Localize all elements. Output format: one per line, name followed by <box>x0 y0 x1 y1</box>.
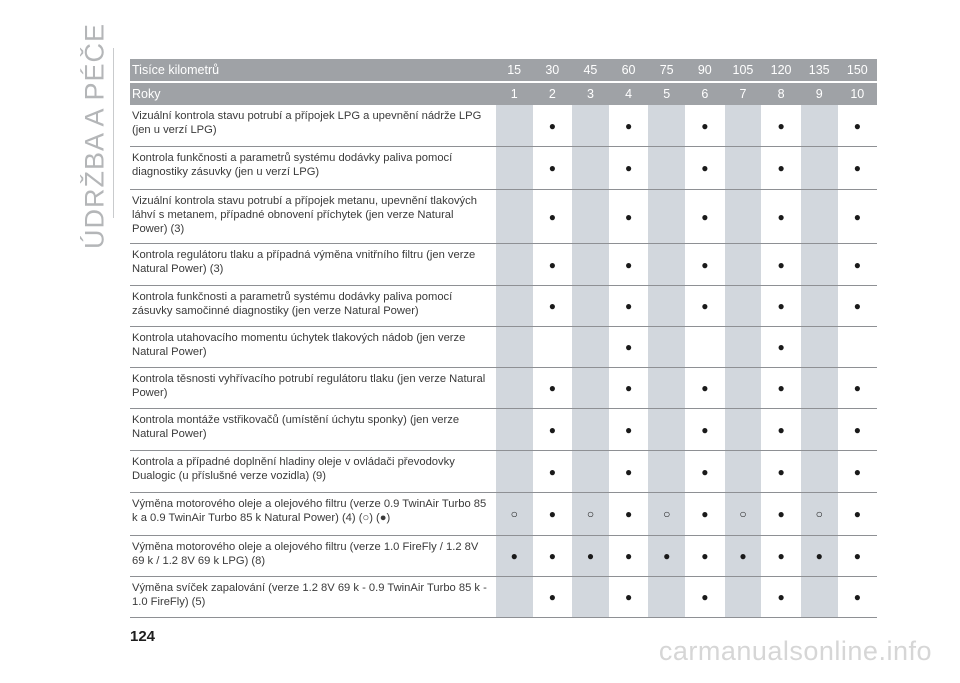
header-km-cell: 45 <box>583 63 598 77</box>
schedule-cell <box>496 409 533 450</box>
schedule-cell: ● <box>686 368 723 408</box>
schedule-cell <box>572 409 609 450</box>
operation-description: Výměna motorového oleje a olejového filtru (verze 1.0 FireFly / 1.2 8V 69 k / 1.2 8V 69 k LPG) (8) <box>132 541 479 567</box>
schedule-cell: ● <box>610 451 647 492</box>
schedule-cell: ● <box>686 286 723 326</box>
schedule-cell <box>572 244 609 285</box>
schedule-cell: ○ <box>725 493 762 535</box>
schedule-cell: ● <box>686 147 723 189</box>
schedule-cell: ● <box>801 536 838 576</box>
table-row <box>130 536 877 577</box>
header-year-cell: 2 <box>548 87 556 101</box>
schedule-cell <box>572 577 609 617</box>
table-row <box>130 105 877 147</box>
schedule-cell <box>572 105 609 146</box>
schedule-cell <box>496 577 533 617</box>
schedule-cell <box>648 286 685 326</box>
schedule-cell <box>725 244 762 285</box>
schedule-cell <box>725 451 762 492</box>
header-km-cell: 120 <box>770 63 792 77</box>
header-km-cell: 90 <box>697 63 712 77</box>
schedule-cell <box>534 327 571 367</box>
schedule-cell: ● <box>763 536 800 576</box>
header-km-cell: 150 <box>846 63 868 77</box>
schedule-cell: ● <box>763 368 800 408</box>
schedule-cell <box>572 286 609 326</box>
header-year-cell: 6 <box>701 87 709 101</box>
table-row <box>130 286 877 327</box>
table-row <box>130 493 877 536</box>
operation-description: Kontrola funkčnosti a parametrů systému dodávky paliva pomocí zásuvky samočinné diagnostiky (jen verze Natural Power) <box>132 291 453 317</box>
header-row-km <box>130 59 877 81</box>
schedule-cell: ● <box>534 147 571 189</box>
schedule-cell <box>801 409 838 450</box>
schedule-cell <box>572 451 609 492</box>
schedule-cell <box>686 327 723 367</box>
schedule-cell <box>801 577 838 617</box>
schedule-cell: ● <box>725 536 762 576</box>
schedule-cell <box>496 368 533 408</box>
schedule-cell: ● <box>763 190 800 243</box>
operation-description: Kontrola utahovacího momentu úchytek tlakových nádob (jen verze Natural Power) <box>132 332 466 358</box>
schedule-cell <box>801 368 838 408</box>
schedule-cell <box>648 327 685 367</box>
operation-description: Kontrola těsnosti vyhřívacího potrubí regulátoru tlaku (jen verze Natural Power) <box>132 373 486 399</box>
schedule-cell: ● <box>610 409 647 450</box>
table-row <box>130 327 877 368</box>
schedule-cell <box>725 147 762 189</box>
header-km-cell: 60 <box>621 63 636 77</box>
schedule-cell: ● <box>686 244 723 285</box>
header-year-cell: 7 <box>739 87 747 101</box>
schedule-cell: ● <box>534 409 571 450</box>
schedule-cell: ● <box>648 536 685 576</box>
schedule-cell: ○ <box>648 493 685 535</box>
schedule-cell <box>801 105 838 146</box>
schedule-cell <box>572 368 609 408</box>
schedule-cell: ● <box>610 147 647 189</box>
schedule-cell <box>648 147 685 189</box>
schedule-cell: ● <box>534 493 571 535</box>
schedule-cell: ● <box>534 368 571 408</box>
page-number: 124 <box>130 628 156 645</box>
schedule-cell: ● <box>686 451 723 492</box>
schedule-cell <box>839 327 876 367</box>
header-km-cell: 30 <box>545 63 560 77</box>
schedule-cell: ● <box>686 536 723 576</box>
header-year-cell: 5 <box>663 87 671 101</box>
schedule-cell: ● <box>839 409 876 450</box>
schedule-cell <box>725 286 762 326</box>
header-km-cell: 75 <box>659 63 674 77</box>
schedule-cell: ● <box>839 451 876 492</box>
section-divider <box>113 48 114 218</box>
schedule-cell: ● <box>610 190 647 243</box>
table-row <box>130 368 877 409</box>
schedule-cell: ● <box>686 493 723 535</box>
schedule-cell: ● <box>686 409 723 450</box>
schedule-cell <box>801 327 838 367</box>
header-km-cell: 105 <box>732 63 754 77</box>
header-year-cell: 3 <box>586 87 594 101</box>
schedule-cell <box>648 244 685 285</box>
section-title <box>78 22 112 250</box>
schedule-cell: ● <box>496 536 533 576</box>
operation-description: Vizuální kontrola stavu potrubí a přípojek metanu, upevnění tlakových láhví s metanem, případné obnovení příchytek (jen verze Natural Power) (3) <box>132 195 477 235</box>
schedule-cell: ● <box>839 190 876 243</box>
header-years-label: Roky <box>132 87 161 101</box>
schedule-cell <box>572 327 609 367</box>
header-year-cell: 10 <box>850 87 865 101</box>
schedule-cell <box>648 368 685 408</box>
schedule-cell <box>496 147 533 189</box>
schedule-cell <box>801 244 838 285</box>
schedule-cell: ● <box>610 105 647 146</box>
maintenance-schedule-table <box>130 59 877 618</box>
schedule-cell: ● <box>534 105 571 146</box>
schedule-cell <box>801 147 838 189</box>
schedule-cell: ● <box>763 244 800 285</box>
schedule-cell: ● <box>839 536 876 576</box>
schedule-cell: ● <box>534 451 571 492</box>
header-year-cell: 9 <box>815 87 823 101</box>
operation-description: Výměna svíček zapalování (verze 1.2 8V 69 k - 0.9 TwinAir Turbo 85 k - 1.0 FireFly) (5) <box>132 582 487 608</box>
table-row <box>130 577 877 618</box>
schedule-cell: ● <box>763 577 800 617</box>
schedule-cell: ● <box>763 286 800 326</box>
schedule-cell <box>725 409 762 450</box>
schedule-cell <box>496 105 533 146</box>
schedule-cell: ● <box>686 105 723 146</box>
schedule-cell <box>572 147 609 189</box>
schedule-cell <box>496 244 533 285</box>
schedule-cell <box>496 451 533 492</box>
schedule-cell: ○ <box>801 493 838 535</box>
schedule-cell: ● <box>534 190 571 243</box>
schedule-cell: ● <box>610 536 647 576</box>
schedule-cell: ● <box>763 451 800 492</box>
schedule-cell: ● <box>839 105 876 146</box>
schedule-cell: ● <box>610 327 647 367</box>
schedule-cell: ○ <box>496 493 533 535</box>
schedule-cell: ● <box>534 244 571 285</box>
schedule-cell: ● <box>572 536 609 576</box>
schedule-cell <box>648 409 685 450</box>
operation-description: Kontrola montáže vstřikovačů (umístění úchytu sponky) (jen verze Natural Power) <box>132 414 460 440</box>
schedule-cell <box>648 105 685 146</box>
schedule-cell: ● <box>610 286 647 326</box>
schedule-cell <box>801 286 838 326</box>
schedule-cell <box>725 190 762 243</box>
schedule-cell: ● <box>763 327 800 367</box>
schedule-cell: ● <box>763 147 800 189</box>
header-year-cell: 8 <box>777 87 785 101</box>
schedule-cell <box>572 190 609 243</box>
schedule-cell: ● <box>534 577 571 617</box>
schedule-body <box>130 105 877 618</box>
schedule-cell: ● <box>686 577 723 617</box>
schedule-cell: ○ <box>572 493 609 535</box>
schedule-cell: ● <box>763 105 800 146</box>
operation-description: Kontrola a případné doplnění hladiny oleje v ovládači převodovky Dualogic (u příslušné verze vozidla) (9) <box>132 456 455 482</box>
operation-description: Kontrola funkčnosti a parametrů systému dodávky paliva pomocí diagnostiky zásuvky (jen u verzí LPG) <box>132 152 453 178</box>
watermark: carmanualsonline.info <box>658 636 932 666</box>
schedule-cell <box>725 368 762 408</box>
schedule-cell: ● <box>534 536 571 576</box>
schedule-cell <box>801 190 838 243</box>
schedule-cell: ● <box>610 577 647 617</box>
schedule-cell: ● <box>839 286 876 326</box>
schedule-cell <box>496 190 533 243</box>
header-km-label: Tisíce kilometrů <box>132 63 220 77</box>
section-title-text: ÚDRŽBA A PÉČE <box>79 22 110 250</box>
schedule-cell: ● <box>763 409 800 450</box>
schedule-cell <box>496 327 533 367</box>
schedule-cell: ● <box>763 493 800 535</box>
table-row <box>130 409 877 451</box>
schedule-cell <box>801 451 838 492</box>
schedule-cell <box>496 286 533 326</box>
header-km-cell: 135 <box>808 63 830 77</box>
schedule-cell: ● <box>686 190 723 243</box>
schedule-cell: ● <box>610 244 647 285</box>
operation-description: Kontrola regulátoru tlaku a případná výměna vnitřního filtru (jen verze Natural Power) (3) <box>132 249 476 275</box>
table-row <box>130 147 877 190</box>
schedule-cell: ● <box>839 493 876 535</box>
table-row <box>130 244 877 286</box>
schedule-cell: ● <box>610 368 647 408</box>
operation-description: Výměna motorového oleje a olejového filtru (verze 0.9 TwinAir Turbo 85 k a 0.9 TwinAir Turbo 85 k Natural Power) (4) (○) (●) <box>132 498 487 524</box>
schedule-cell: ● <box>839 577 876 617</box>
table-row <box>130 451 877 493</box>
schedule-cell: ● <box>839 147 876 189</box>
schedule-cell <box>725 577 762 617</box>
header-year-cell: 4 <box>625 87 633 101</box>
schedule-cell <box>648 451 685 492</box>
schedule-cell <box>648 190 685 243</box>
schedule-cell <box>725 105 762 146</box>
schedule-cell: ● <box>839 244 876 285</box>
schedule-cell: ● <box>839 368 876 408</box>
header-row-years <box>130 83 877 105</box>
table-row <box>130 190 877 244</box>
schedule-cell: ● <box>610 493 647 535</box>
header-km-cell: 15 <box>507 63 522 77</box>
operation-description: Vizuální kontrola stavu potrubí a přípojek LPG a upevnění nádrže LPG (jen u verzí LPG) <box>132 110 482 136</box>
schedule-cell <box>725 327 762 367</box>
schedule-cell <box>648 577 685 617</box>
schedule-cell: ● <box>534 286 571 326</box>
header-year-cell: 1 <box>510 87 518 101</box>
